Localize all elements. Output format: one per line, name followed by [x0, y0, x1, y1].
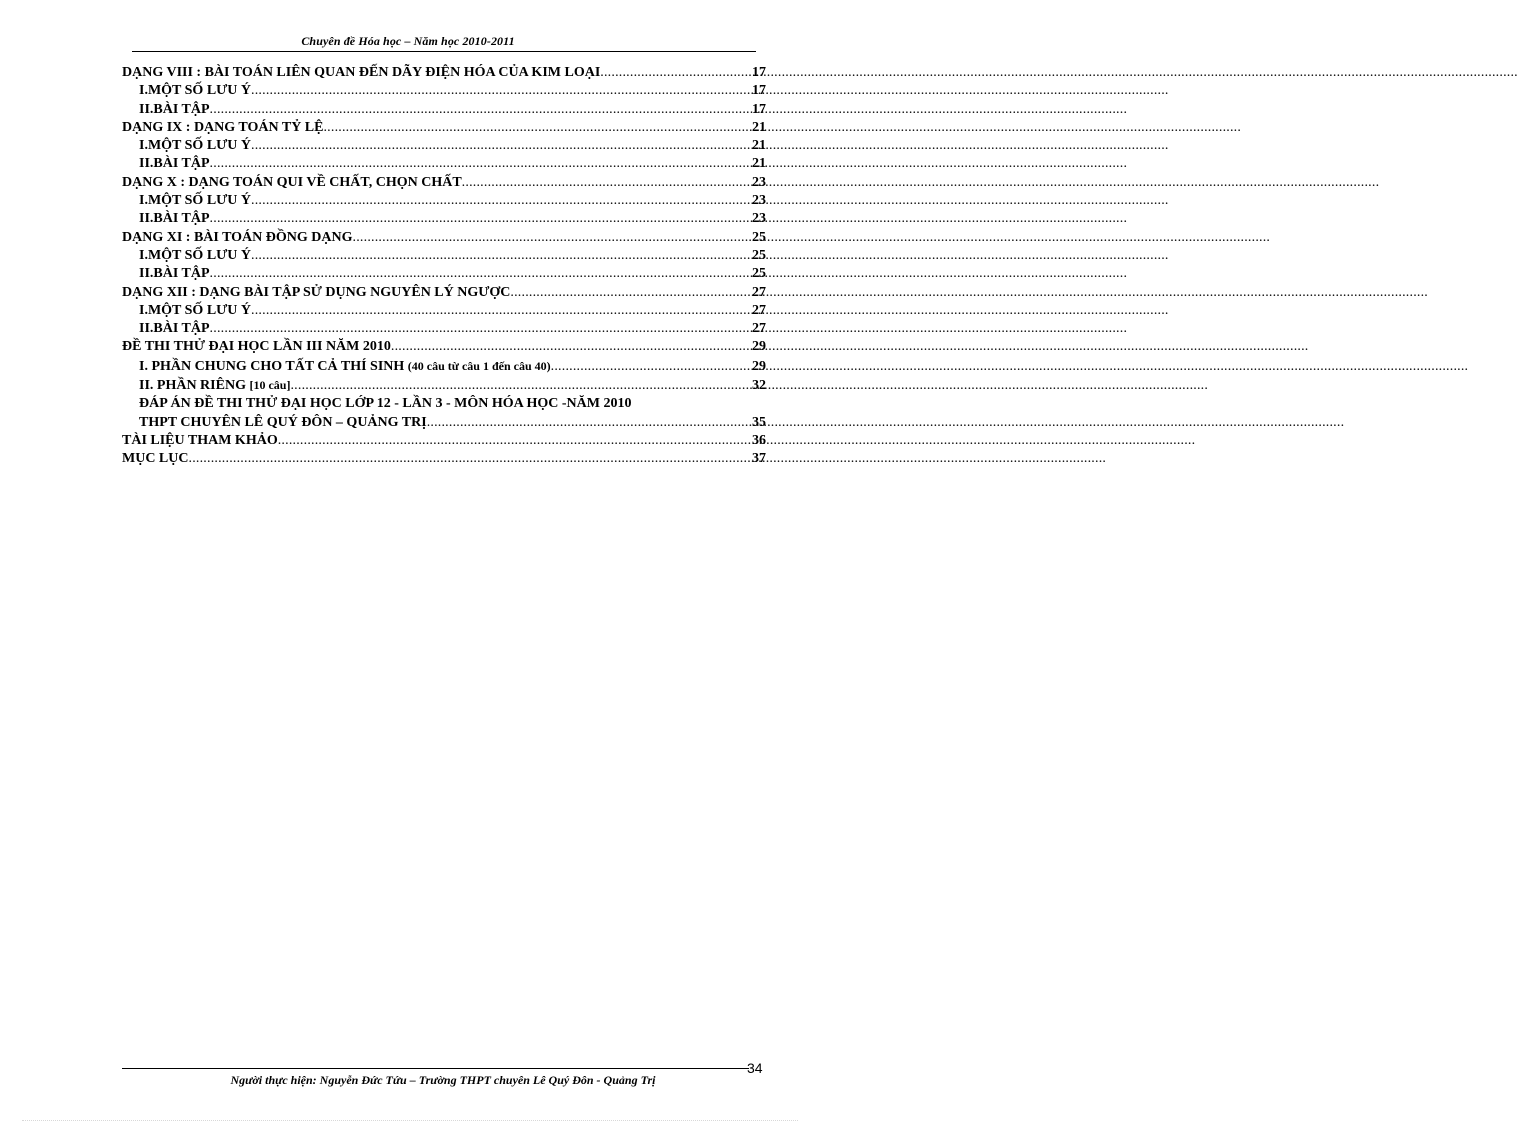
- toc-entry-title: DẠNG X : DẠNG TOÁN QUI VỀ CHẤT, CHỌN CHẤT: [122, 174, 462, 190]
- toc-entry-subtitle: (40 câu từ câu 1 đến câu 40): [407, 358, 551, 373]
- toc-leader-dots: [427, 414, 752, 432]
- toc-entry-title: I.MỘT SỐ LƯU Ý: [139, 138, 252, 154]
- toc-entry-label: [139, 247, 251, 265]
- toc-leader-dots: [210, 265, 752, 283]
- toc-page-number: 21: [752, 119, 766, 135]
- toc-entry-title: II.BÀI TẬP: [139, 321, 210, 337]
- toc-entry-title: DẠNG IX : DẠNG TOÁN TỶ LỆ: [122, 119, 324, 135]
- toc-leader-dots: [251, 192, 752, 210]
- toc-page-number: 27: [752, 321, 766, 337]
- toc-entry-label: [139, 320, 210, 338]
- toc-entry-label: [122, 174, 462, 192]
- toc-entry-label: [139, 302, 251, 320]
- toc-entry[interactable]: [122, 64, 766, 82]
- toc-leader-dots: [189, 450, 753, 468]
- toc-entry-title: I.MỘT SỐ LƯU Ý: [139, 193, 252, 209]
- toc-leader-dots: [251, 247, 752, 265]
- toc-leader-dots: [251, 82, 752, 100]
- toc-leader-dots: [210, 320, 752, 338]
- toc-entry-label: [122, 64, 600, 82]
- toc-entry[interactable]: [122, 376, 766, 395]
- toc-page-number: 25: [752, 229, 766, 245]
- table-of-contents: [122, 64, 766, 469]
- toc-entry-subtitle: [10 câu]: [249, 378, 291, 393]
- toc-entry-title: DẠNG XI : BÀI TOÁN ĐỒNG DẠNG: [122, 229, 353, 245]
- toc-entry-label: [122, 432, 278, 450]
- header-divider: [132, 51, 756, 52]
- toc-entry-label: [139, 357, 551, 376]
- toc-entry[interactable]: [122, 101, 766, 119]
- toc-entry[interactable]: [122, 137, 766, 155]
- toc-page-number: 25: [752, 266, 766, 282]
- toc-page-number: 29: [752, 339, 766, 355]
- toc-entry-title: ĐỀ THI THỬ ĐẠI HỌC LẦN III NĂM 2010: [122, 339, 391, 355]
- toc-entry-label: [139, 210, 210, 228]
- toc-leader-dots: [600, 64, 752, 82]
- toc-entry-label: [139, 82, 251, 100]
- toc-page-number: 23: [752, 174, 766, 190]
- toc-entry-title: II.BÀI TẬP: [139, 266, 210, 282]
- toc-entry-label: [139, 376, 290, 395]
- toc-page-number: 27: [752, 302, 766, 318]
- toc-entry-label: [122, 450, 189, 468]
- toc-entry-label: [122, 119, 323, 137]
- toc-entry-title: DẠNG VIII : BÀI TOÁN LIÊN QUAN ĐẾN DÃY ĐIỆN HÓA CỦA KIM LOẠI: [122, 65, 601, 80]
- toc-leader-dots: [353, 229, 752, 247]
- toc-entry[interactable]: [122, 174, 766, 192]
- page-number: 34: [747, 1060, 763, 1076]
- footer-divider: [122, 1068, 749, 1069]
- toc-entry-label: [122, 284, 510, 302]
- toc-entry-label: [139, 137, 251, 155]
- toc-entry-title: I.MỘT SỐ LƯU Ý: [139, 247, 252, 263]
- toc-entry-title: II. PHẦN RIÊNG: [139, 378, 250, 394]
- toc-entry[interactable]: [122, 284, 766, 302]
- toc-leader-dots: [551, 358, 752, 376]
- toc-page-number: 21: [752, 138, 766, 154]
- toc-entry[interactable]: [122, 192, 766, 210]
- toc-leader-dots: [391, 338, 752, 356]
- toc-leader-dots: [278, 432, 752, 450]
- toc-leader-dots: [251, 137, 752, 155]
- page-bottom-edge: [22, 1120, 798, 1121]
- toc-leader-dots: [462, 174, 752, 192]
- toc-entry[interactable]: [122, 357, 766, 376]
- toc-page-number: 17: [752, 65, 766, 80]
- toc-entry[interactable]: [122, 119, 766, 137]
- toc-entry[interactable]: [122, 320, 766, 338]
- toc-entry[interactable]: [122, 155, 766, 173]
- toc-entry-label: THPT CHUYÊN LÊ QUÝ ĐÔN – QUẢNG TRỊ: [139, 414, 427, 430]
- toc-entry-title: II.BÀI TẬP: [139, 101, 210, 117]
- toc-page-number: 17: [752, 101, 766, 117]
- toc-entry-label: [122, 338, 391, 356]
- toc-entry[interactable]: [122, 265, 766, 283]
- toc-entry-answer-line1[interactable]: ĐÁP ÁN ĐỀ THI THỬ ĐẠI HỌC LỚP 12 - LẦN 3 - MÔN HÓA HỌC -NĂM 2010: [139, 396, 632, 412]
- toc-leader-dots: [210, 210, 752, 228]
- toc-page-number: 36: [752, 432, 766, 448]
- toc-leader-dots: [290, 377, 752, 395]
- toc-leader-dots: [251, 302, 752, 320]
- page-header-title: Chuyên đề Hóa học – Năm học 2010-2011: [301, 34, 515, 48]
- toc-page-number: 29: [752, 358, 766, 374]
- toc-entry-label: [139, 192, 251, 210]
- toc-entry-label: [139, 155, 210, 173]
- toc-leader-dots: [210, 155, 752, 173]
- toc-entry-title: I.MỘT SỐ LƯU Ý: [139, 302, 252, 318]
- toc-entry-title: TÀI LIỆU THAM KHẢO: [122, 432, 278, 448]
- toc-leader-dots: [510, 284, 752, 302]
- toc-entry-title: II.BÀI TẬP: [139, 156, 210, 172]
- toc-entry-label: [139, 101, 210, 119]
- toc-entry-title: I.MỘT SỐ LƯU Ý: [139, 83, 252, 99]
- toc-page-number: 35: [752, 414, 766, 430]
- toc-page-number: 23: [752, 193, 766, 209]
- page-footer-author: Người thực hiện: Nguyễn Đức Tứu – Trường THPT chuyên Lê Quý Đôn - Quảng Trị: [230, 1073, 656, 1087]
- toc-entry[interactable]: [122, 338, 766, 356]
- toc-page-number: 23: [752, 211, 766, 227]
- toc-entry[interactable]: [122, 229, 766, 247]
- toc-page-number: 27: [752, 284, 766, 300]
- toc-entry-title: DẠNG XII : DẠNG BÀI TẬP SỬ DỤNG NGUYÊN LÝ NGƯỢC: [122, 284, 511, 300]
- toc-entry-answer[interactable]: [122, 414, 766, 432]
- toc-entry[interactable]: [122, 432, 766, 450]
- toc-entry-title: MỤC LỤC: [122, 451, 189, 467]
- toc-leader-dots: [210, 101, 752, 119]
- toc-entry-title: I. PHẦN CHUNG CHO TẤT CẢ THÍ SINH: [139, 358, 408, 374]
- toc-entry[interactable]: [122, 82, 766, 100]
- toc-entry-title: II.BÀI TẬP: [139, 211, 210, 227]
- toc-entries: [122, 64, 766, 395]
- toc-page-number: 25: [752, 247, 766, 263]
- toc-tail-entries: [122, 432, 766, 469]
- toc-leader-dots: [323, 119, 752, 137]
- toc-entry[interactable]: [122, 302, 766, 320]
- toc-page-number: 17: [752, 83, 766, 99]
- toc-page-number: 32: [752, 378, 766, 394]
- toc-entry[interactable]: [122, 450, 766, 468]
- toc-entry-label: [122, 229, 353, 247]
- toc-entry[interactable]: [122, 247, 766, 265]
- toc-entry-label: [139, 265, 210, 283]
- toc-page-number: 37: [752, 451, 766, 467]
- toc-entry[interactable]: [122, 210, 766, 228]
- toc-page-number: 21: [752, 156, 766, 172]
